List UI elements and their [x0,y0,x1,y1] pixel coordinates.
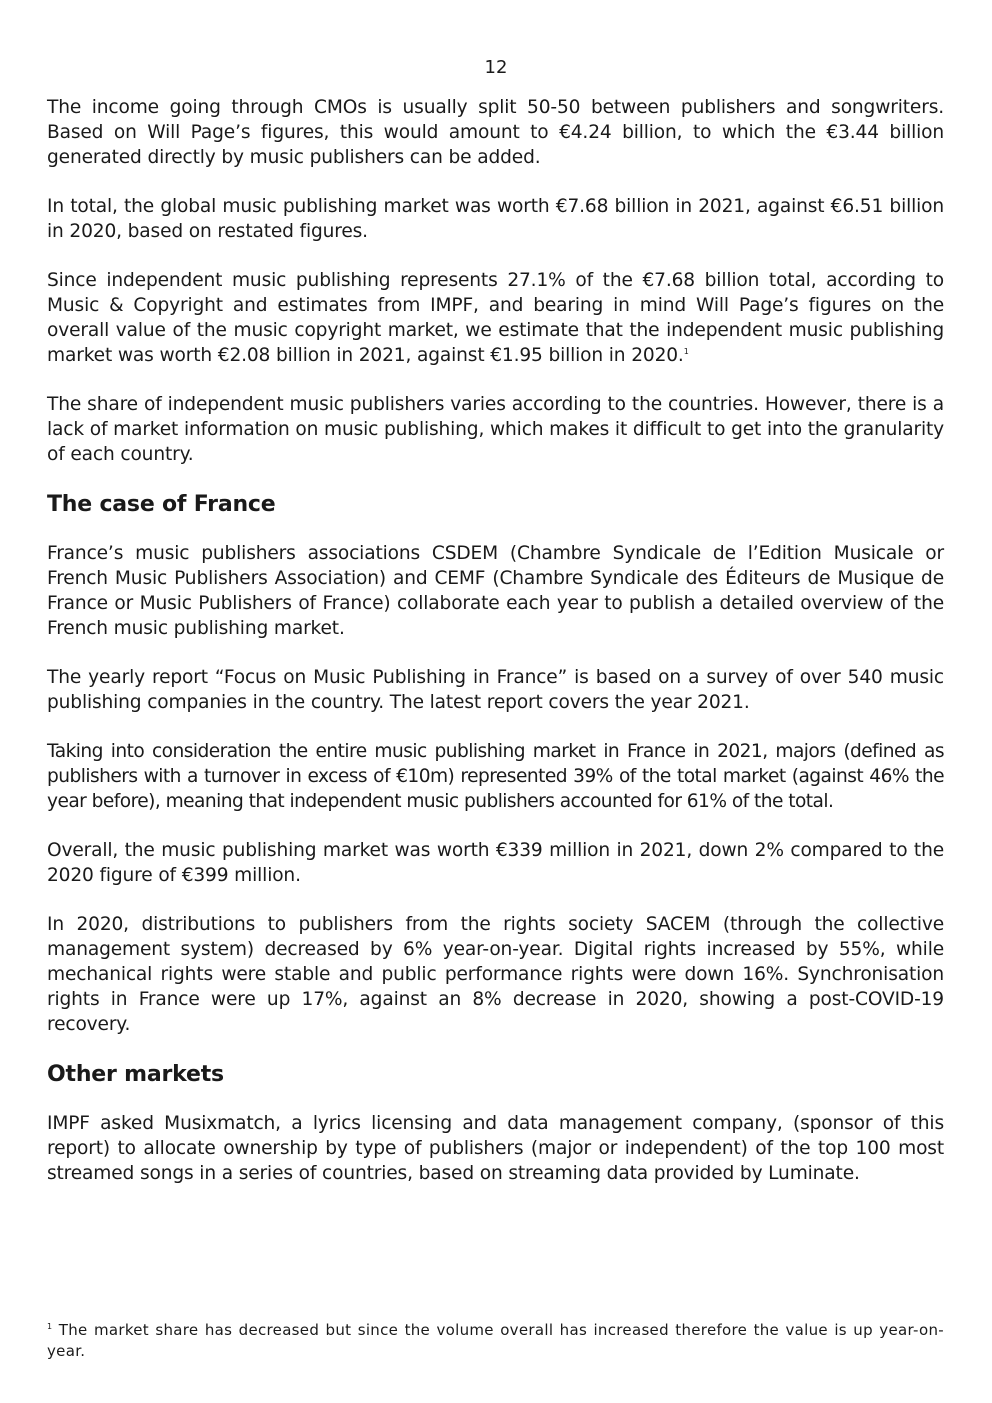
france-paragraph-4: Overall, the music publishing market was worth €339 million in 2021, down 2% compared to the 2020 figure of €399 million. [47,840,944,886]
intro-paragraph-3-text: Since independent music publishing represents 27.1% of the €7.68 billion total, according to Music & Copyright and estimates from IMPF, and bearing in mind Will Page’s figures on the overall value of the music copyright market, we estimate that the independent music publishing market was worth €2.08 billion in 2021, against €1.95 billion in 2020. [47,270,944,366]
intro-paragraph-4: The share of independent music publishers varies according to the countries. However, there is a lack of market information on music publishing, which makes it difficult to get into the granularity of each country. [47,394,944,465]
section-heading-france: The case of France [47,492,276,517]
footnote-marker: 1 [47,1322,53,1331]
intro-paragraph-1: The income going through CMOs is usually split 50-50 between publishers and songwriters. Based on Will Page’s figures, this would amount to €4.24 billion, to which the €3.44 billion generated directly by music publishers can be added. [47,97,944,168]
other-markets-paragraph-1: IMPF asked Musixmatch, a lyrics licensing and data management company, (sponsor of this report) to allocate ownership by type of publishers (major or independent) of the top 100 most streamed songs in a series of countries, based on streaming data provided by Luminate. [47,1113,944,1184]
section-heading-other-markets: Other markets [47,1062,224,1087]
intro-paragraph-2: In total, the global music publishing market was worth €7.68 billion in 2021, against €6.51 billion in 2020, based on restated figures. [47,196,944,242]
france-paragraph-2: The yearly report “Focus on Music Publishing in France” is based on a survey of over 540 music publishing companies in the country. The latest report covers the year 2021. [47,667,944,713]
page-number: 12 [484,57,508,78]
france-paragraph-1: France’s music publishers associations CSDEM (Chambre Syndicale de l’Edition Musicale or French Music Publishers Association) and CEMF (Chambre Syndicale des Éditeurs de Musique de France or Music Publishers of France) collaborate each year to publish a detailed overview of the French music publishing market. [47,543,944,639]
intro-paragraph-3 [47,268,944,368]
france-paragraph-5: In 2020, distributions to publishers from the rights society SACEM (through the collective management system) decreased by 6% year-on-year. Digital rights increased by 55%, while mechanical rights were stable and public performance rights were down 16%. Synchronisation rights in France were up 17%, against an 8% decrease in 2020, showing a post-COVID-19 recovery. [47,914,944,1035]
main-content [47,95,944,1210]
footnote-text: The market share has decreased but since the volume overall has increased therefore the value is up year-on-year. [47,1321,944,1360]
footnote-reference[interactable]: 1 [683,346,689,356]
france-paragraph-3: Taking into consideration the entire music publishing market in France in 2021, majors (defined as publishers with a turnover in excess of €10m) represented 39% of the total market (against 46% the year before), meaning that independent music publishers accounted for 61% of the total. [47,741,944,812]
footnote [47,1320,944,1362]
